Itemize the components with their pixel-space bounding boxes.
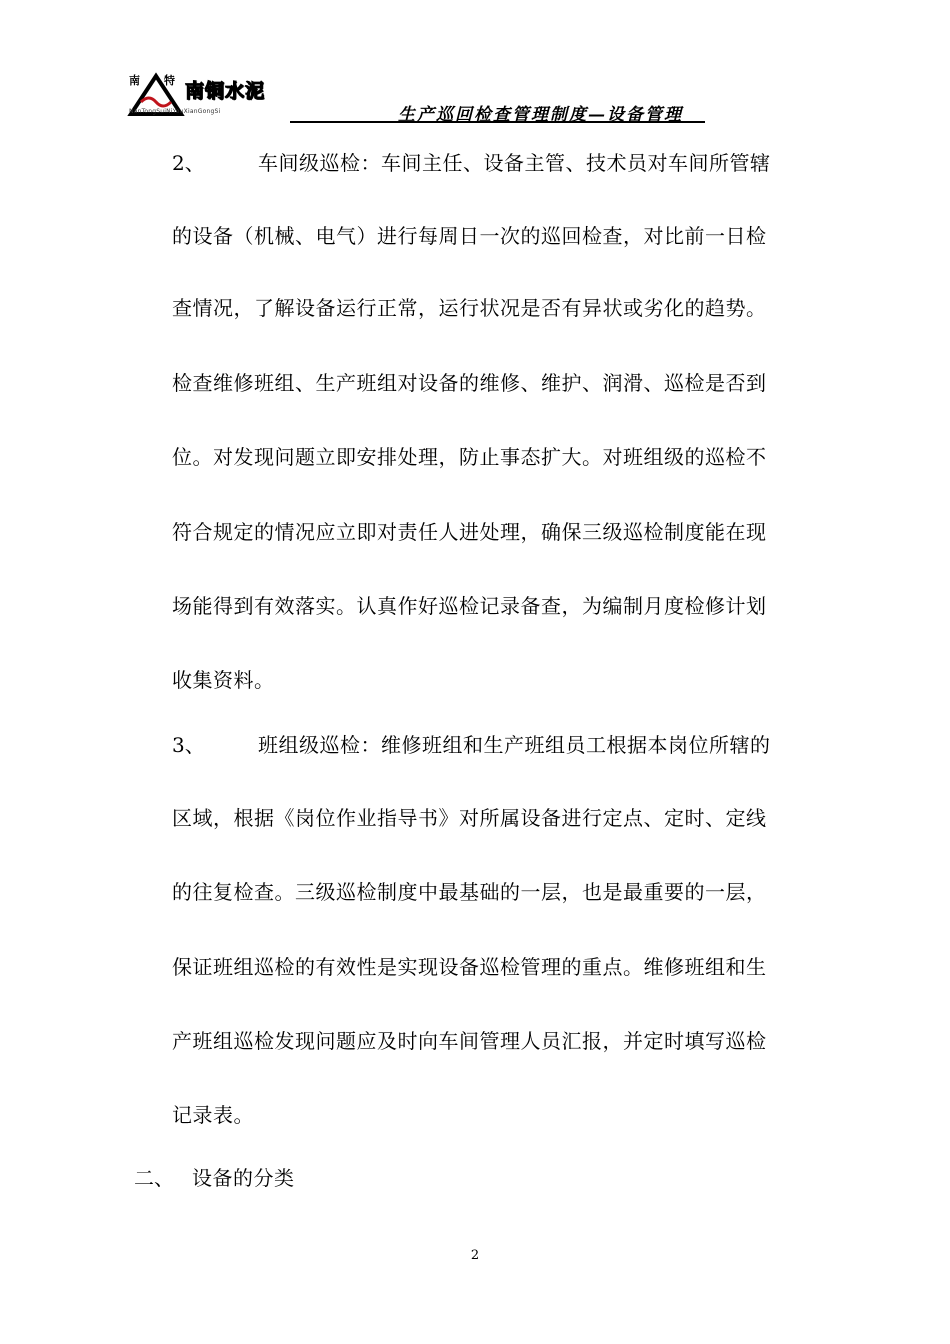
document-title: 生产巡回检查管理制度—设备管理 — [398, 105, 683, 125]
item-3-line: 记录表。 — [172, 1103, 254, 1127]
item-3-line: 区域，根据《岗位作业指导书》对所属设备进行定点、定时、定线 — [172, 806, 767, 830]
item-2-line: 符合规定的情况应立即对责任人进处理，确保三级巡检制度能在现 — [172, 520, 767, 544]
item-2-line: 检查维修班组、生产班组对设备的维修、维护、润滑、巡检是否到 — [172, 371, 767, 395]
item-2-line: 查情况，了解设备运行正常，运行状况是否有异状或劣化的趋势。 — [172, 296, 767, 320]
section-number: 二、 — [134, 1166, 174, 1190]
page-number: 2 — [470, 1248, 480, 1263]
company-logo — [127, 72, 287, 122]
item-2-line: 场能得到有效落实。认真作好巡检记录备查，为编制月度检修计划 — [172, 594, 767, 618]
logo-char-left: 南 — [129, 74, 140, 87]
section-heading: 设备的分类 — [192, 1166, 295, 1190]
logo-subtitle: NanTongSuiNiYouXianGongSi — [129, 108, 221, 115]
item-2-number: 2、 — [172, 151, 205, 175]
item-3-line: 保证班组巡检的有效性是实现设备巡检管理的重点。维修班组和生 — [172, 955, 767, 979]
page-header — [0, 0, 950, 130]
item-2-line: 车间级巡检：车间主任、设备主管、技术员对车间所管辖 — [258, 151, 771, 175]
item-2-line: 的设备（机械、电气）进行每周日一次的巡回检查，对比前一日检 — [172, 224, 767, 248]
item-3-number: 3、 — [172, 733, 205, 757]
logo-name: 南铜水泥 — [185, 80, 266, 102]
item-2-line: 位。对发现问题立即安排处理，防止事态扩大。对班组级的巡检不 — [172, 445, 767, 469]
item-3-line: 班组级巡检：维修班组和生产班组员工根据本岗位所辖的 — [258, 733, 771, 757]
item-3-line: 的往复检查。三级巡检制度中最基础的一层，也是最重要的一层， — [172, 880, 767, 904]
item-3-line: 产班组巡检发现问题应及时向车间管理人员汇报，并定时填写巡检 — [172, 1029, 767, 1053]
header-rule — [290, 121, 705, 123]
item-2-line: 收集资料。 — [172, 668, 275, 692]
logo-char-right: 特 — [164, 74, 175, 87]
